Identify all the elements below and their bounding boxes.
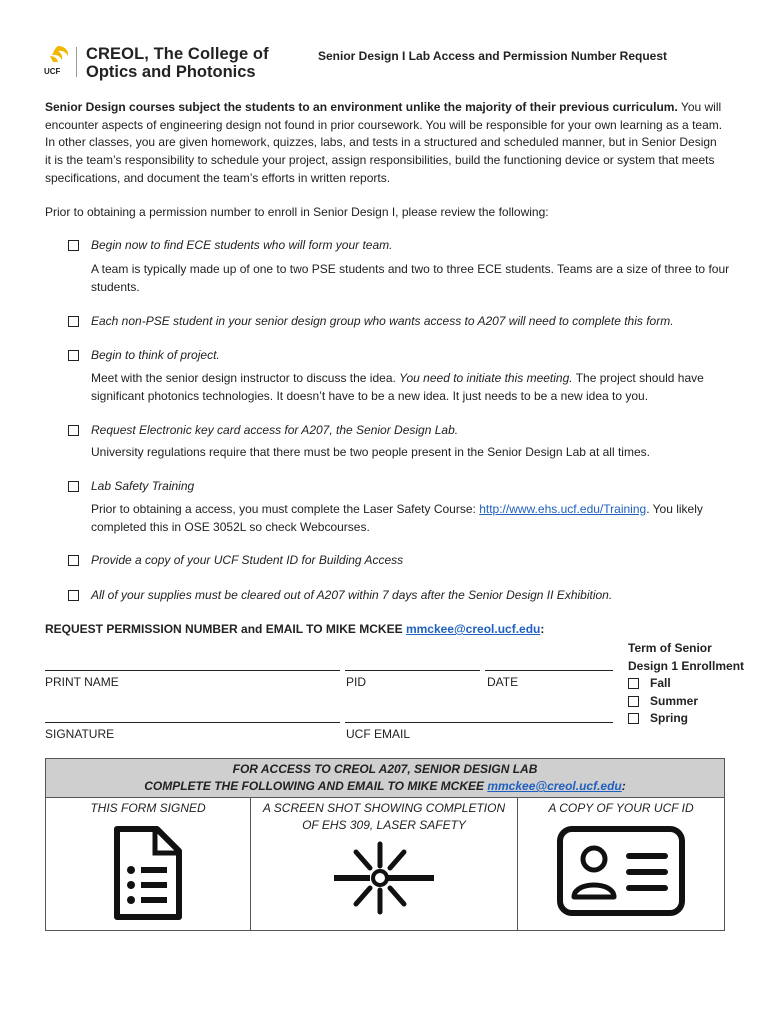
document-list-icon [113,825,183,921]
term-summer-checkbox[interactable] [628,696,639,707]
access-header-line1: FOR ACCESS TO CREOL A207, SENIOR DESIGN LAB [232,762,538,776]
print-name-label: PRINT NAME [45,675,119,689]
project-body-b: The project should have significant photonics technologies. It doesn’t have to be a new idea. It just needs to be a new idea to you. [91,371,704,403]
form-signed-label: THIS FORM SIGNED [90,801,206,815]
item-title-find-team: Begin now to find ECE students who will form your team. [91,238,393,252]
pid-label: PID [346,675,367,689]
request-colon: : [540,622,545,636]
access-header-colon: : [621,779,626,793]
id-card-icon [556,825,686,917]
access-header-text: COMPLETE THE FOLLOWING AND EMAIL TO MIKE MCKEE [144,779,484,793]
item-body-project [91,370,731,405]
checkbox-student-id[interactable] [68,555,79,566]
checkbox-key-card[interactable] [68,425,79,436]
item-title-non-pse-form: Each non-PSE student in your senior design group who wants access to A207 will need to complete this form. [91,314,674,328]
access-header-email-link[interactable]: mmckee@creol.ucf.edu [487,779,622,793]
item-title-lab-safety: Lab Safety Training [91,479,195,493]
item-body-lab-safety [91,501,731,536]
ucf-id-label: A COPY OF YOUR UCF ID [548,801,694,815]
lab-safety-body-b: . You likely completed this in OSE 3052L so check Webcourses. [91,502,703,534]
logo-divider [76,47,77,77]
term-fall-label: Fall [650,676,671,690]
ucf-email-label: UCF EMAIL [346,727,411,741]
laser-icon [334,838,434,918]
logo-college-name-line2: Optics and Photonics [86,63,256,81]
item-body-find-team: A team is typically made up of one to two PSE students and two to three ECE students. Teams are a size of three to four students. [91,262,730,294]
project-body-a: Meet with the senior design instructor to discuss the idea. [91,371,400,385]
intro-paragraph [45,99,725,188]
access-requirements-table [45,758,725,931]
checkbox-non-pse-form[interactable] [68,316,79,327]
project-body-italic: You need to initiate this meeting. [399,371,573,385]
item-title-student-id: Provide a copy of your UCF Student ID for Building Access [91,553,404,567]
signature-label: SIGNATURE [45,727,115,741]
checkbox-project[interactable] [68,350,79,361]
intro-bold: Senior Design courses subject the students to an environment unlike the majority of their previous curriculum. [45,100,678,114]
laser-safety-label: A SCREEN SHOT SHOWING COMPLETION OF EHS 309, LASER SAFETY [262,801,506,832]
term-heading-line2: Design 1 Enrollment [628,659,745,673]
pid-line[interactable] [345,670,480,671]
item-title-clear-supplies: All of your supplies must be cleared out of A207 within 7 days after the Senior Design II Exhibition. [91,588,613,602]
request-label: REQUEST PERMISSION NUMBER and EMAIL TO MIKE MCKEE [45,622,403,636]
prior-text: Prior to obtaining a permission number to enroll in Senior Design I, please review the following: [45,205,549,219]
request-email-link[interactable]: mmckee@creol.ucf.edu [405,622,541,636]
ucf-id-cell [518,798,725,931]
ucf-wordmark: UCF [44,67,61,76]
date-line[interactable] [485,670,613,671]
document-title: Senior Design I Lab Access and Permission Number Request [318,49,667,63]
checkbox-clear-supplies[interactable] [68,590,79,601]
ucf-email-line[interactable] [345,722,613,723]
checkbox-lab-safety[interactable] [68,481,79,492]
access-table-header [46,759,725,798]
item-body-key-card: University regulations require that there must be two people present in the Senior Design Lab at all times. [91,445,650,459]
term-fall-checkbox[interactable] [628,678,639,689]
term-heading-line1: Term of Senior [628,641,712,655]
date-label: DATE [487,675,519,689]
term-summer-label: Summer [650,694,699,708]
checkbox-find-team[interactable] [68,240,79,251]
logo-college-name-line1: CREOL, The College of [86,45,269,63]
access-header-line2 [50,778,720,795]
print-name-line[interactable] [45,670,340,671]
intro-text: You will encounter aspects of engineering design not found in prior coursework. You will be responsible for your own learning as a team. In other classes, you are given homework, quizzes, labs, and tests in a structured and scheduled manner, but in Senior Design it is the team’s responsibility to schedule your project, assign responsibilities, build the functioning device or system that meets specifications, and document the team’s efforts in written reports. [45,100,723,185]
item-title-project: Begin to think of project. [91,348,220,362]
request-instruction [45,622,544,636]
laser-safety-cell [251,798,518,931]
item-title-key-card: Request Electronic key card access for A207, the Senior Design Lab. [91,423,459,437]
term-spring-checkbox[interactable] [628,713,639,724]
term-spring-label: Spring [650,711,688,725]
ehs-training-link[interactable]: http://www.ehs.ucf.edu/Training [479,502,647,516]
form-signed-cell [46,798,251,931]
signature-line[interactable] [45,722,340,723]
lab-safety-body-a: Prior to obtaining a access, you must complete the Laser Safety Course: [91,502,480,516]
